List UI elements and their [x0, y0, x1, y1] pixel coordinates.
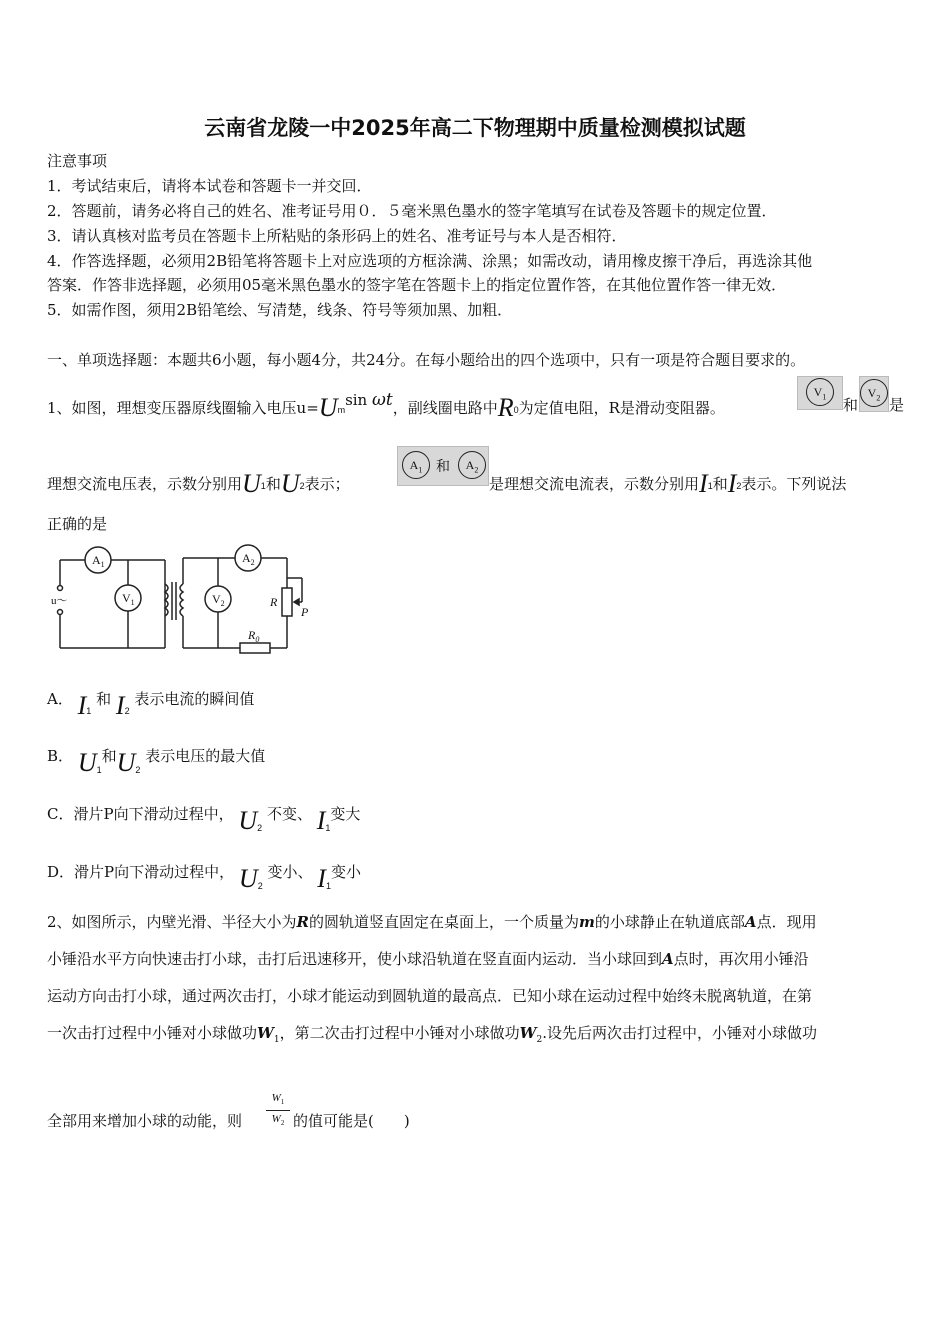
svg-text:V1: $V_1$ — [122, 591, 135, 607]
q2-line3: 运动方向击打小球，通过两次击打，小球才能运动到圆轨道的最高点．已知小球在运动过程中始终未脱离轨道，在第 — [47, 987, 813, 1005]
svg-text:R: R — [270, 595, 278, 609]
ammeter-icon: $A_1$ — [402, 451, 430, 479]
notice-item: 4．作答选择题，必须用2B铅笔将答题卡上对应选项的方框涂满、涂黑；如需改动，请用橡皮擦干净后，再选涂其他 — [47, 252, 813, 270]
q2-line1: 2、如图所示，内壁光滑、半径大小为R的圆轨道竖直固定在桌面上，一个质量为m的小球静止在轨道底部A点．现用 — [47, 913, 817, 931]
notice-item: 1．考试结束后，请将本试卷和答题卡一并交回． — [47, 177, 372, 195]
q1-line2b: 是理想交流电流表，示数分别用I1和I2表示。下列说法 — [489, 469, 847, 498]
svg-text:A2: $A_2$ — [242, 551, 255, 567]
svg-text:V2: $V_2$ — [212, 592, 225, 608]
ammeter-icon: $A_2$ — [458, 451, 486, 479]
option-c[interactable]: C．滑片P向下滑动过程中， $U_2$ 不变、 $I_1$变大 — [47, 805, 361, 835]
and-text: 和 — [843, 396, 859, 414]
notice-item: 5．如需作图，须用2B铅笔绘、写清楚，线条、符号等须加黑、加粗． — [47, 301, 513, 319]
transformer-circuit-diagram — [50, 540, 315, 655]
v2-meter-image — [859, 376, 889, 412]
notice-heading: 注意事项 — [47, 152, 108, 170]
q2-line4: 一次击打过程中小锤对小球做功$W_1$，第二次击打过程中小锤对小球做功$W_2$.设先后两次击打过程中，小锤对小球做功 — [47, 1024, 817, 1045]
voltmeter-icon: $V_2$ — [860, 379, 888, 407]
ammeter-image: $A_1$ 和 $A_2$ — [397, 446, 489, 486]
svg-text:A1: $A_1$ — [92, 553, 105, 569]
svg-text:u～: u～ — [51, 595, 68, 607]
q1-line3: 正确的是 — [47, 515, 108, 533]
svg-text:R0: $R_0$ — [248, 628, 260, 644]
notice-item: 3．请认真核对监考员在答题卡上所粘贴的条形码上的姓名、准考证号与本人是否相符． — [47, 227, 627, 245]
svg-text:P: P — [301, 605, 309, 619]
v1-meter-image — [797, 376, 843, 410]
q2-line5b: 的值可能是( ) — [293, 1112, 410, 1130]
page-title: 云南省龙陵一中2025年高二下物理期中质量检测模拟试题 — [204, 116, 746, 140]
q2-line2: 小锤沿水平方向快速击打小球，击打后迅速移开，使小球沿轨道在竖直面内运动．当小球回到A点时，再次用小锤沿 — [47, 950, 809, 968]
notice-item: 答案．作答非选择题，必须用05毫米黑色墨水的签字笔在答题卡上的指定位置作答，在其他位置作答一律无效． — [47, 276, 787, 294]
voltmeter-icon: $V_1$ — [806, 378, 834, 406]
text-fragment: 是 — [889, 396, 905, 414]
q2-line5a: 全部用来增加小球的动能，则 — [47, 1112, 243, 1130]
option-d[interactable]: D．滑片P向下滑动过程中， $U_2$ 变小、 $I_1$变小 — [47, 863, 361, 893]
option-b[interactable]: B． $U_1$和$U_2$ 表示电压的最大值 — [47, 747, 266, 777]
notice-item: 2．答题前，请务必将自己的姓名、准考证号用０．５毫米黑色墨水的签字笔填写在试卷及答题卡的规定位置． — [47, 202, 777, 220]
option-a[interactable]: A． $I_1$ 和 $I_2$ 表示电流的瞬间值 — [47, 690, 255, 720]
section-heading: 一、单项选择题：本题共6小题，每小题4分，共24分。在每小题给出的四个选项中，只有一项是符合题目要求的。 — [47, 351, 806, 369]
q1-line1: 1、如图，理想变压器原线圈输入电压u=Umsin ωt，副线圈电路中R0为定值电阻，R是滑动变阻器。 — [47, 390, 725, 422]
q1-line2a: 理想交流电压表，示数分别用U1和U2表示； — [47, 469, 350, 498]
fraction-w1-w2: $W_1$ $W_2$ — [266, 1090, 290, 1131]
